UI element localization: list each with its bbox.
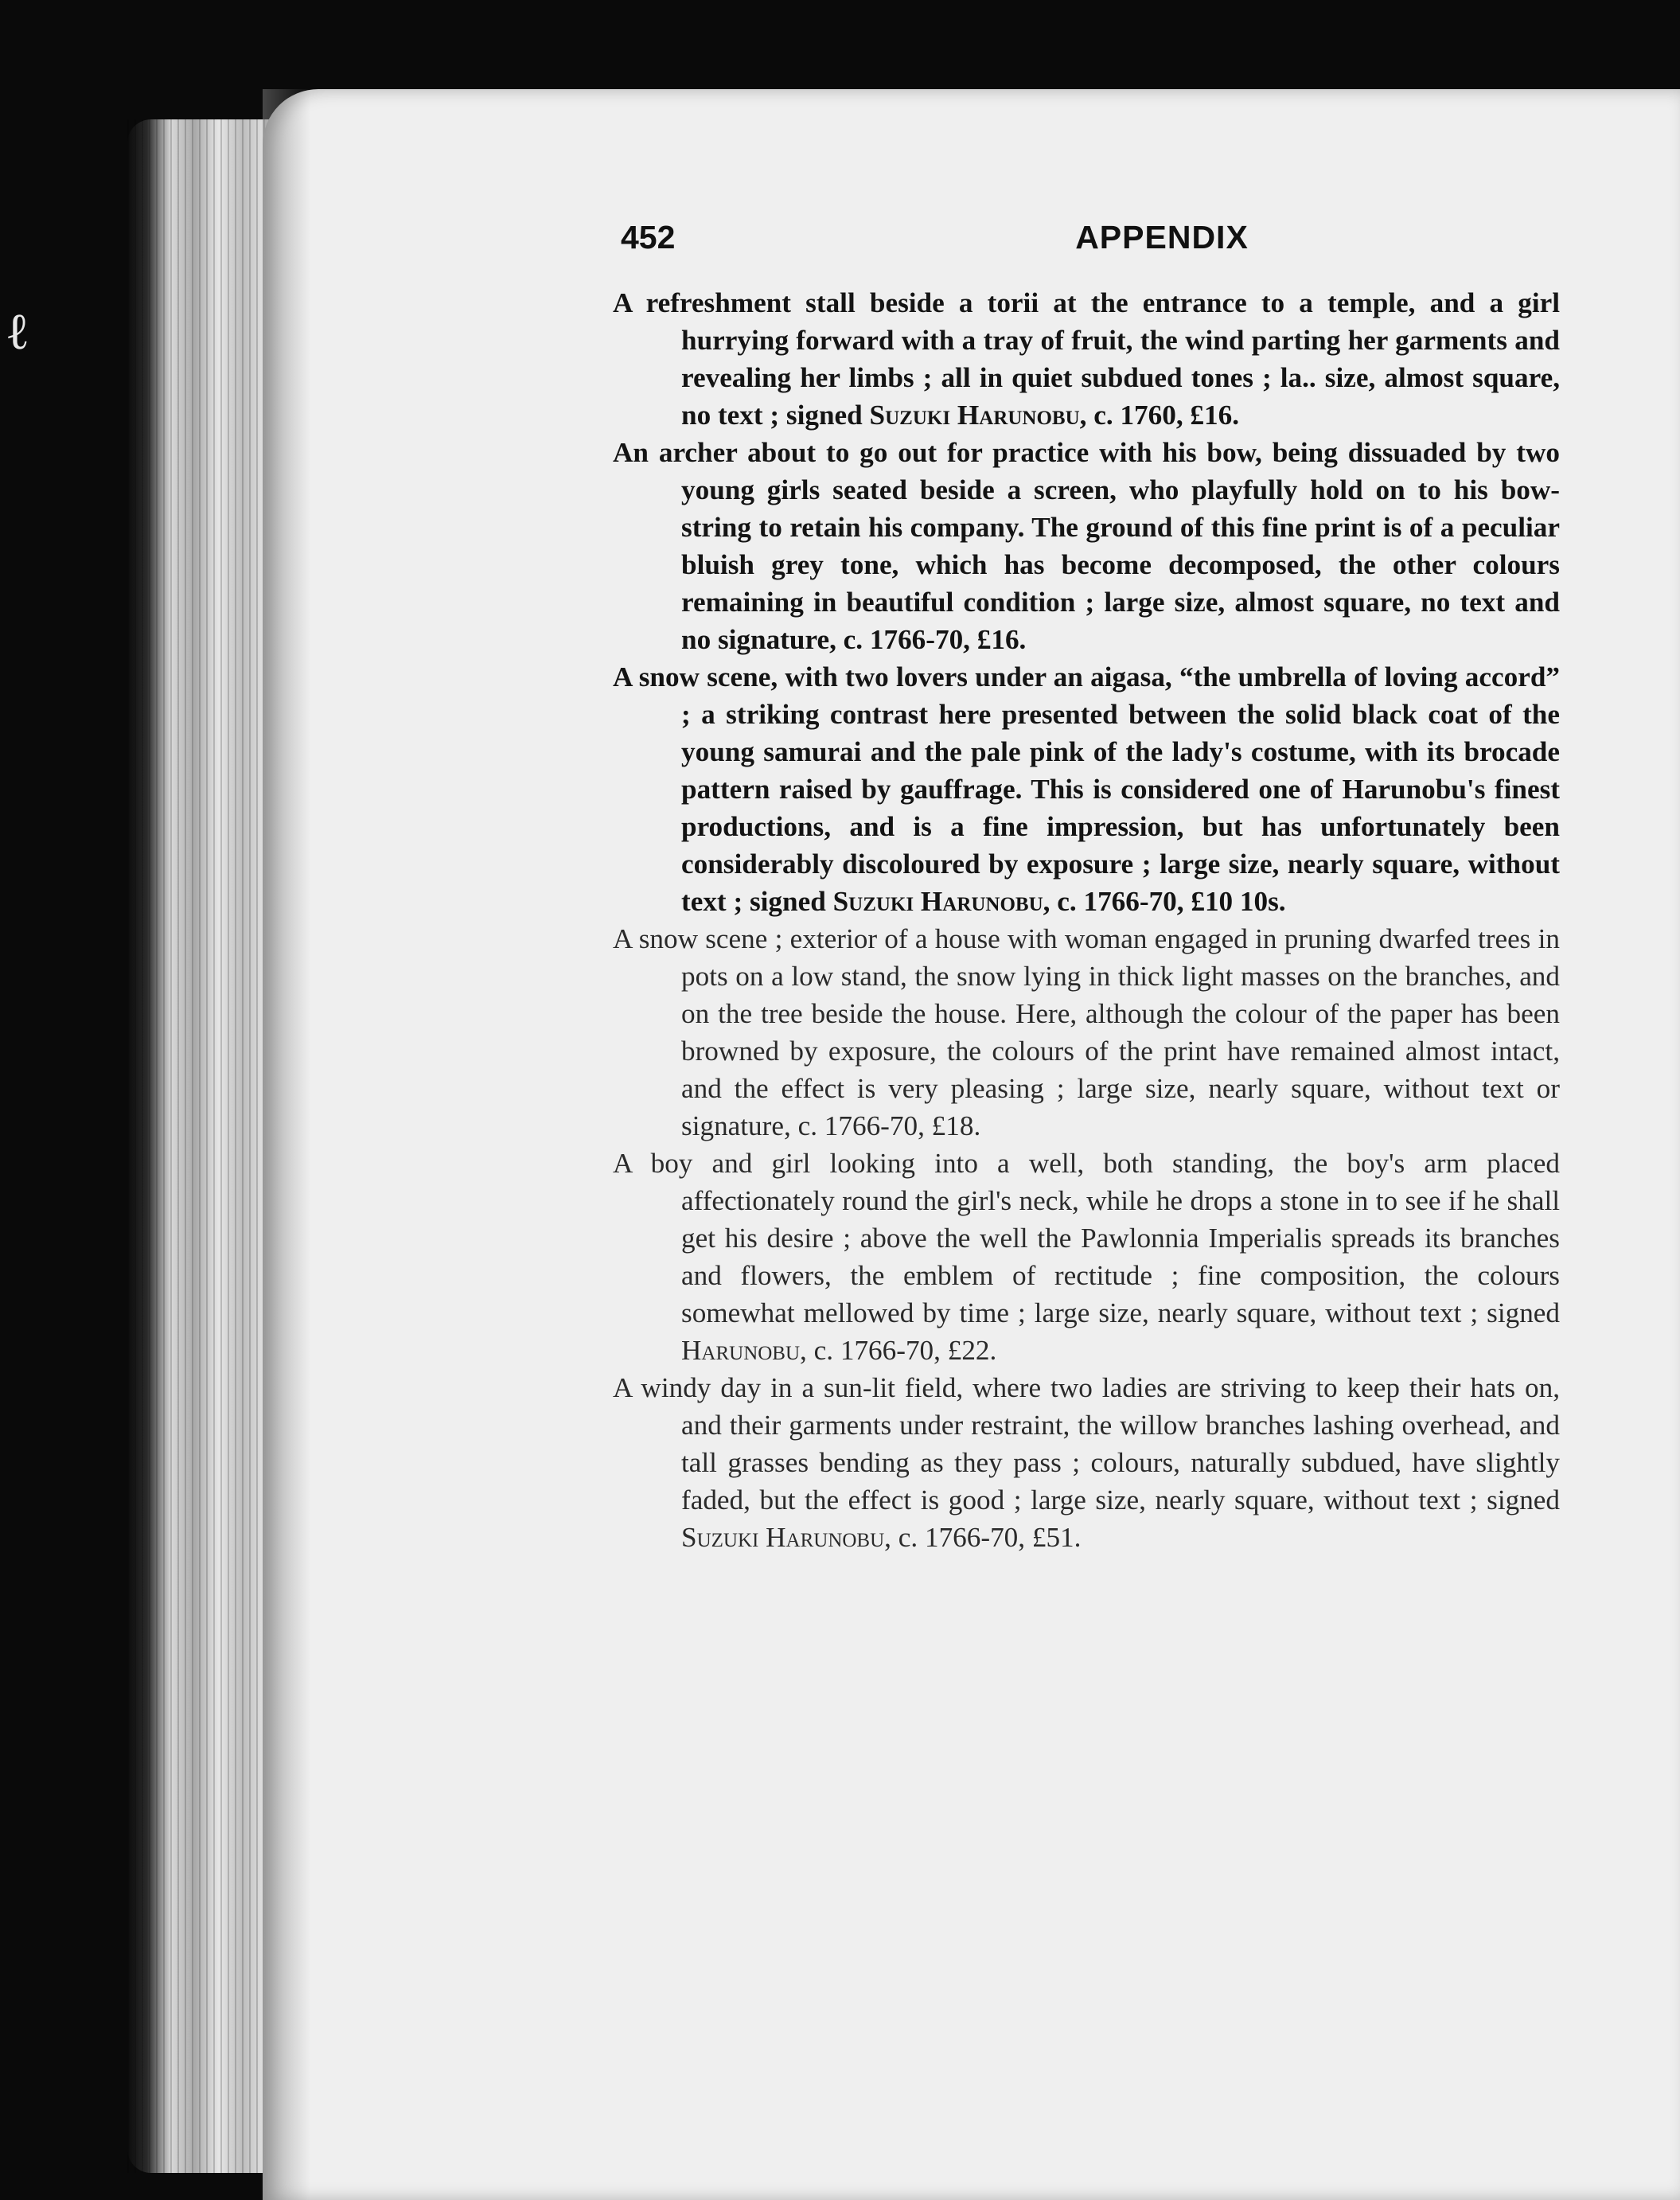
entry-signature: Suzuki Harunobu (832, 886, 1043, 917)
entry-snow-scene-lovers: A snow scene, with two lovers under an aigasa, “the umbrella of loving accord” ; a striking contrast here presented between the solid black coat of the young samurai and the pale pink of the lady's costume, with its brocade pattern raised by gauffrage. This is considered one of Harunobu's finest productions, and is a fine impression, but has unfortunately been considerably discoloured by exposure ; large size, nearly square, without text ; signed Suzuki Harunobu, c. 1766-70, £10 10s. (613, 661, 1560, 917)
entry-signature: Harunobu (681, 1335, 801, 1366)
page-number: 452 (621, 219, 676, 255)
entry-boy-and-girl-well: A boy and girl looking into a well, both standing, the boy's arm placed affectionately round the girl's neck, while he drops a stone in to see if he shall get his desire ; above the well the Pawlonnia Imperialis spreads its branches and flowers, the emblem of rectitude ; fine composition, the colours somewhat mellowed by time ; large size, nearly square, without text ; signed Harunobu, c. 1766-70, £22. (613, 1148, 1560, 1366)
entry-refreshment-stall: A refreshment stall beside a torii at the entrance to a temple, and a girl hurrying forward with a tray of fruit, the wind parting her garments and revealing her limbs ; all in quiet subdued tones ; la.. size, almost square, no text ; signed Suzuki Harunobu, c. 1760, £16. (613, 287, 1560, 431)
page-header (621, 219, 1560, 267)
entry-snow-scene-pruning: A snow scene ; exterior of a house with woman engaged in pruning dwarfed trees in pots on a low stand, the snow lying in thick light masses on the branches, and on the tree beside the house. Here, although the colour of the paper has been browned by exposure, the colours of the print have remained almost intact, and the effect is very pleasing ; large size, nearly square, without text or signature, c. 1766-70, £18. (613, 923, 1560, 1141)
entry-signature: Suzuki Harunobu (681, 1522, 885, 1553)
running-head: APPENDIX (1075, 219, 1249, 255)
entry-archer: An archer about to go out for practice with his bow, being dissuaded by two young girls seated beside a screen, who playfully hold on to his bow-string to retain his company. The ground of this fine print is of a peculiar bluish grey tone, which has become decomposed, the other colours remaining in beautiful condition ; large size, almost square, no text and no signature, c. 1766-70, £16. (613, 437, 1560, 655)
entry-signature: Suzuki Harunobu (869, 400, 1080, 431)
margin-mark: ℓ (8, 303, 27, 360)
entry-list (613, 284, 1560, 1556)
entry-windy-day: A windy day in a sun-lit field, where two ladies are striving to keep their hats on, and their garments under restraint, the willow branches lashing overhead, and tall grasses bending as they pass ; colours, naturally subdued, have slightly faded, but the effect is good ; large size, nearly square, without text ; signed Suzuki Harunobu, c. 1766-70, £51. (613, 1372, 1560, 1553)
